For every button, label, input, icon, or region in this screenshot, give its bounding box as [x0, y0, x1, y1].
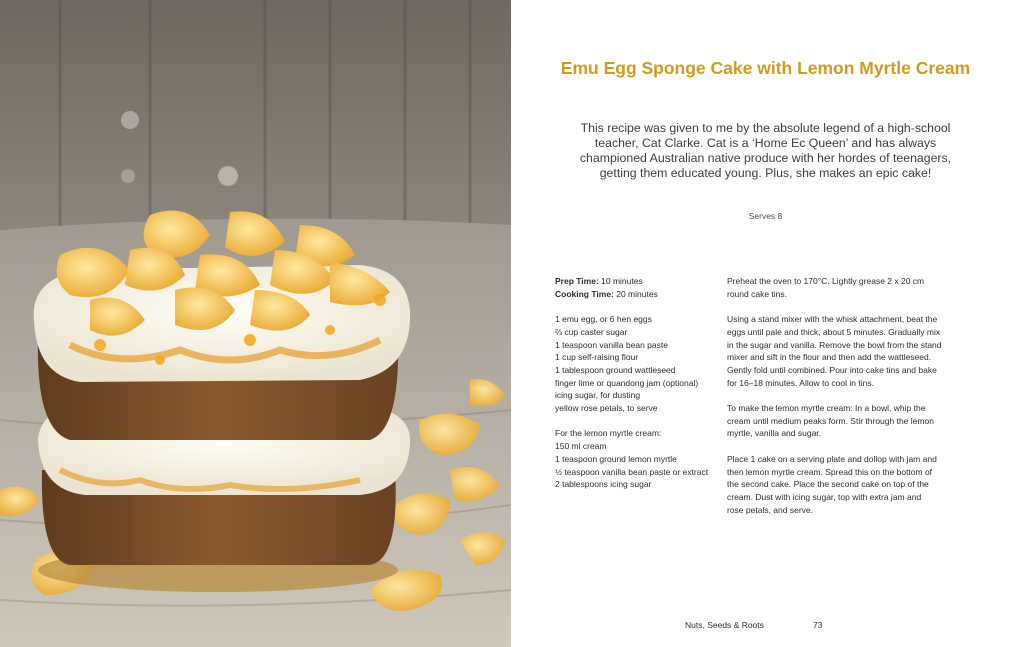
ingredient-item: finger lime or quandong jam (optional) [555, 377, 699, 388]
method-line: cream. Dust with icing sugar, top with extra jam and [727, 491, 922, 502]
method-step [727, 453, 985, 517]
method-line: in the sugar and vanilla. Remove the bowl from the stand [727, 339, 942, 350]
intro-line: getting them educated young. Plus, she makes an epic cake! [599, 166, 932, 180]
cream-ingredient-item: 150 ml cream [555, 441, 607, 452]
prep-time-value: 10 minutes [598, 276, 643, 286]
method-line: the second cake. Place the second cake on top of the [727, 479, 929, 490]
method-line: for 16–18 minutes. Allow to cool in tins. [727, 377, 874, 388]
cooking-time-label: Cooking Time: [555, 288, 614, 299]
cream-ingredient-item: 1 teaspoon ground lemon myrtle [555, 453, 677, 464]
ingredient-item: yellow rose petals, to serve [555, 403, 658, 414]
ingredient-item: 1 tablespoon ground wattleseed [555, 364, 676, 375]
method-line: myrtle, vanilla and sugar. [727, 428, 822, 439]
method-line: round cake tins. [727, 288, 788, 299]
method-line: mixer and sift in the flour and then add the wattleseed. [727, 352, 932, 363]
spacer [555, 300, 730, 313]
spacer [555, 415, 730, 428]
method-step [727, 275, 985, 300]
method-step [727, 313, 985, 389]
method-line: cream until medium peaks form. Stir through the lemon [727, 415, 934, 426]
method-line: then lemon myrtle cream. Spread this on the bottom of [727, 466, 933, 477]
cream-ingredient-item: 2 tablespoons icing sugar [555, 479, 652, 490]
serves-label: Serves 8 [748, 211, 783, 221]
method-column [727, 275, 985, 529]
intro-line: championed Australian native produce with her hordes of teenagers, [579, 151, 952, 165]
recipe-title: Emu Egg Sponge Cake with Lemon Myrtle Cream [560, 58, 971, 78]
cream-heading: For the lemon myrtle cream: [555, 428, 662, 439]
prep-time-label: Prep Time: [555, 276, 599, 286]
cream-ingredient-item: ½ teaspoon vanilla bean paste or extract [555, 466, 709, 477]
method-line: Gently fold until combined. Pour into cake tins and bake [727, 364, 937, 375]
method-line: Place 1 cake on a serving plate and dollop with jam and [727, 453, 937, 464]
method-line: Using a stand mixer with the whisk attachment, beat the [727, 314, 938, 325]
prep-time [555, 275, 730, 288]
intro-line: teacher, Cat Clarke. Cat is a ‘Home Ec Queen’ and has always [594, 136, 937, 150]
method-line: eggs until pale and thick, about 5 minutes. Gradually mix [727, 326, 941, 337]
method-line: rose petals, and serve. [727, 504, 813, 515]
ingredient-item: ⅔ cup caster sugar [555, 326, 628, 337]
footer-section: Nuts, Seeds & Roots [685, 620, 764, 630]
cooking-time [555, 288, 730, 301]
method-line: Preheat the oven to 170°C. Lightly grease 2 x 20 cm [727, 276, 925, 286]
ingredient-item: icing sugar, for dusting [555, 390, 641, 401]
ingredient-item: 1 emu egg, or 6 hen eggs [555, 314, 652, 325]
ingredient-item: 1 teaspoon vanilla bean paste [555, 339, 668, 350]
recipe-intro [571, 121, 960, 181]
method-line: To make the lemon myrtle cream: In a bowl, whip the [727, 403, 926, 413]
recipe-page [511, 0, 1020, 647]
intro-line: This recipe was given to me by the absolute legend of a high-school [580, 121, 951, 135]
ingredients-column [555, 275, 730, 491]
page-number: 73 [813, 620, 823, 630]
ingredient-item: 1 cup self-raising flour [555, 352, 639, 363]
method-step [727, 402, 985, 440]
cooking-time-value: 20 minutes [613, 288, 658, 299]
